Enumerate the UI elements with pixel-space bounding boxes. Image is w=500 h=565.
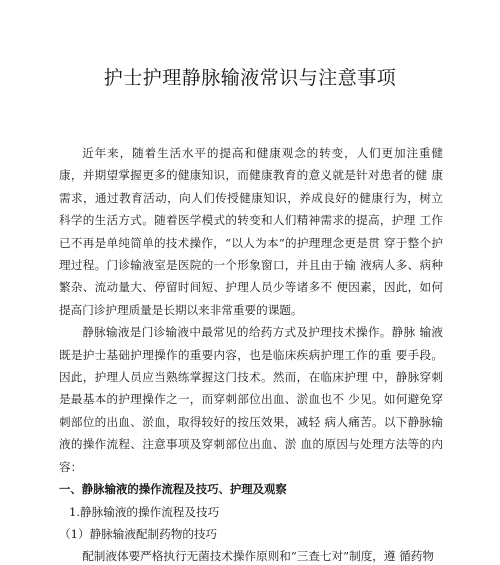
section-heading-3: （1）静脉输液配制药物的技巧 [59, 526, 218, 541]
body-paragraph-2: 静脉输液是门诊输液中最常见的给药方式及护理技术操作。静脉 输液既是护士基础护理操作的重要内容，也是临床疾病护理工作的重 要手段。因此，护理人员应当熟练掌握这门技术。然而，在临床护理 中，静脉穿刺是最基本的护理操作之一，而穿刺部位出血、淤血也不 少见。如何避免穿刺部位的出血、淤血，取得较好的按压效果，减轻 病人痛苦。以下静脉输液的操作流程、注意事项及穿刺部位出血、淤 血的原因与处理方法等的内容： [59, 325, 443, 474]
section-heading-2: 1.静脉输液的操作流程及技巧 [69, 504, 220, 519]
section-heading-1: 一、静脉输液的操作流程及技巧、护理及观察 [59, 482, 287, 497]
body-paragraph-3: 配制液体要严格执行无菌技术操作原则和“三查七对”制度，遵 循药物 [82, 549, 434, 564]
body-paragraph-1: 近年来，随着生活水平的提高和健康观念的转变，人们更加注重健 康，并期望掌握更多的健康知识，而健康教育的意义就是针对患者的健 康需求，通过教育活动，向人们传授健康知识，养成良好的健康行为，树立 科学的生活方式。随着医学模式的转变和人们精神需求的提高，护理 工作已不再是单纯简单的技术操作，“以人为本”的护理理念更是贯 穿于整个护理过程。门诊输液室是医院的一个形象窗口，并且由于输 液病人多、病种繁杂、流动量大、停留时间短、护理人员少等诸多不 便因素，因此，如何提高门诊护理质量是长期以来非常重要的课题。 [59, 146, 443, 317]
document-title: 护士护理静脉输液常识与注意事项 [103, 67, 397, 89]
document-body [59, 142, 443, 565]
